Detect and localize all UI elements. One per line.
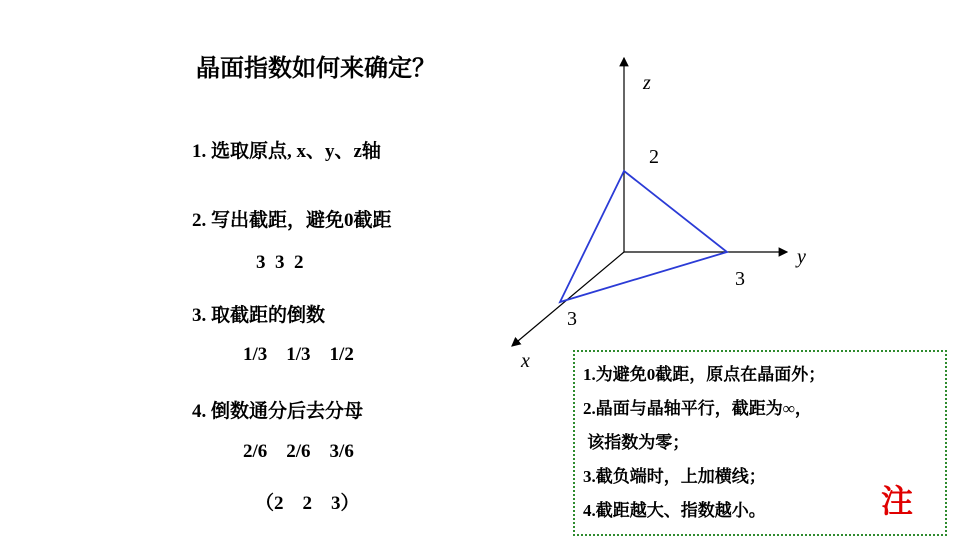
axis-z-label: z bbox=[643, 72, 651, 94]
step-2-values: 3 3 2 bbox=[256, 252, 304, 273]
note-line-5: 4.截距越大、指数越小。 bbox=[583, 501, 766, 520]
note-line-4: 3.截负端时，上加横线； bbox=[583, 467, 766, 486]
step-3-label: 3. 取截距的倒数 bbox=[192, 305, 326, 326]
axis-x-label: x bbox=[521, 350, 530, 372]
step-3-values: 1/3 1/3 1/2 bbox=[243, 344, 354, 365]
page-title: 晶面指数如何来确定？ bbox=[196, 54, 436, 82]
intercept-z-label: 2 bbox=[649, 146, 659, 168]
note-box bbox=[573, 350, 947, 536]
note-mark: 注 bbox=[880, 482, 913, 520]
crystal-plane-triangle bbox=[560, 171, 727, 302]
step-4-values: 2/6 2/6 3/6 bbox=[243, 441, 354, 462]
step-4-label: 4. 倒数通分后去分母 bbox=[192, 401, 364, 422]
intercept-y-label: 3 bbox=[735, 268, 745, 290]
step-4-result: （2 2 3） bbox=[255, 493, 360, 514]
step-2-label: 2. 写出截距，避免0截距 bbox=[192, 210, 392, 231]
axis-y-label: y bbox=[797, 246, 806, 268]
note-line-2: 2.晶面与晶轴平行，截距为∞， bbox=[583, 399, 812, 418]
intercept-x-label: 3 bbox=[567, 308, 577, 330]
note-line-1: 1.为避免0截距，原点在晶面外； bbox=[583, 365, 826, 384]
note-line-3: 该指数为零； bbox=[583, 433, 690, 452]
step-1-label: 1. 选取原点, x、y、z轴 bbox=[192, 141, 381, 162]
